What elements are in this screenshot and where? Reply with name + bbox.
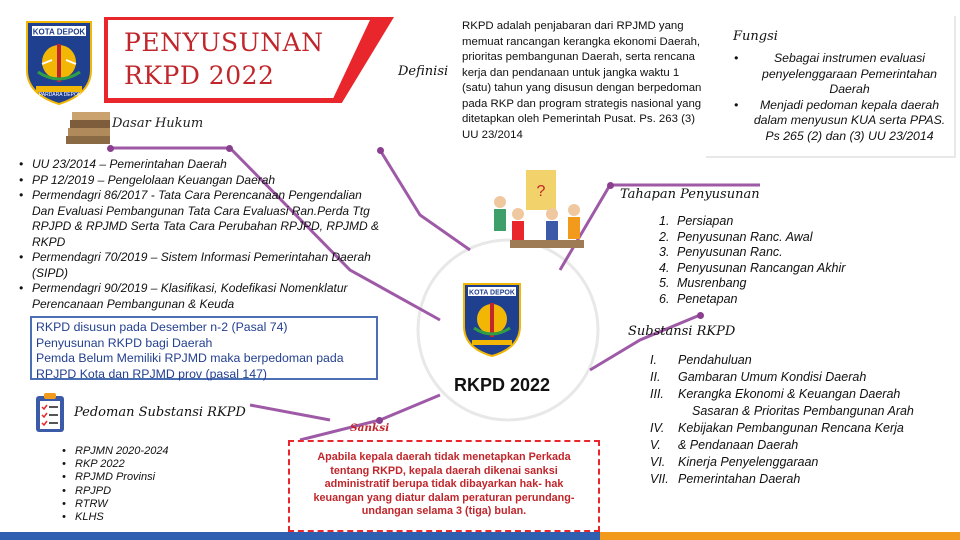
meeting-illustration bbox=[490, 162, 600, 254]
logo-bottom-text: PARDARA DEPOK bbox=[38, 92, 82, 98]
list-item: • RTRW bbox=[75, 498, 169, 511]
page-title: PENYUSUNAN RKPD 2022 bbox=[124, 28, 324, 90]
list-item: • Permendagri 90/2019 – Klasifikasi, Kodefikasi Nomenklatur Perencanaan Pembangunan & Keuda bbox=[32, 281, 382, 312]
list-item: VI. Kinerja Penyelenggaraan bbox=[650, 455, 819, 469]
svg-text:KOTA DEPOK: KOTA DEPOK bbox=[32, 27, 86, 37]
list-item: • PP 12/2019 – Pengelolaan Keuangan Daerah bbox=[32, 173, 382, 189]
line-node bbox=[226, 145, 233, 152]
definisi-label: Definisi bbox=[398, 64, 449, 79]
fungsi-list bbox=[747, 51, 952, 144]
list-item: I. Pendahuluan bbox=[650, 353, 752, 367]
list-item: • UU 23/2014 – Pemerintahan Daerah bbox=[32, 157, 382, 173]
list-item: • Permendagri 86/2017 - Tata Cara Perencanaan Pengendalian Dan Evaluasi Pembangunan Tata Cara Evaluasi Ran.Perda Ttg RPJPD & RPJMD Serta Tata Cara Perubahan RPJPD, RPJMD & RKPD bbox=[32, 188, 382, 250]
line-to-pedoman bbox=[250, 405, 330, 420]
tahapan-list bbox=[659, 214, 857, 307]
note-line: Penyusunan RKPD bagi Daerah bbox=[36, 335, 213, 350]
list-item: • Permendagri 70/2019 – Sistem Informasi Pemerintahan Daerah (SIPD) bbox=[32, 250, 382, 281]
list-item: • KLHS bbox=[75, 511, 169, 524]
svg-text:?: ? bbox=[536, 183, 546, 200]
line-node bbox=[697, 312, 704, 319]
list-item: 5. Musrenbang bbox=[659, 276, 747, 290]
note-line: RKPD disusun pada Desember n-2 (Pasal 74) bbox=[36, 320, 288, 334]
note-box bbox=[30, 316, 378, 380]
list-item: • RPJMD Provinsi bbox=[75, 471, 169, 484]
sanksi-text: Apabila kepala daerah tidak menetapkan Perkada tentang RKPD, kepala daerah dikenai sanksi administratif berupa tidak dibayarkan hak- hak keuangan yang diatur dalam peraturan perundang-undangan selama 3 (tiga) bulan. bbox=[313, 451, 575, 517]
list-item: 2. Penyusunan Ranc. Awal bbox=[659, 229, 813, 244]
list-item: 6. Penetapan bbox=[659, 291, 738, 306]
sanksi-heading: Sanksi bbox=[350, 422, 390, 434]
list-item: • RKP 2022 bbox=[75, 458, 169, 471]
definisi-text: RKPD adalah penjabaran dari RPJMD yang memuat rancangan kerangka ekonomi Daerah, prioritas pembangunan Daerah, serta rencana kerja dan pendanaan untuk jangka waktu 1 (satu) tahun yang disusun dengan berpedoman pada RKP dan program strategis nasional yang ditetapkan oleh Pemerintah Pusat. Ps. 263 (3) UU 23/2014 bbox=[462, 20, 702, 141]
dasar-hukum-heading: Dasar Hukum bbox=[112, 116, 204, 131]
center-label: RKPD 2022 bbox=[454, 375, 551, 395]
footer-bar-blue bbox=[0, 532, 600, 540]
list-item: • RPJMN 2020-2024 bbox=[75, 445, 169, 458]
line-node bbox=[107, 145, 114, 152]
list-item: VII. Pemerintahan Daerah bbox=[650, 472, 801, 486]
list-item: • RPJPD bbox=[75, 485, 169, 498]
line-to-definisi bbox=[380, 150, 470, 250]
books-icon bbox=[64, 108, 116, 146]
list-item: IV. Kebijakan Pembangunan Rencana Kerja bbox=[650, 421, 904, 435]
list-item: 4. Penyusunan Rancangan Akhir bbox=[659, 260, 846, 275]
list-item: 1. Persiapan bbox=[659, 214, 734, 228]
pedoman-list bbox=[75, 445, 169, 524]
list-item: 3. Penyusunan Ranc. bbox=[659, 245, 783, 259]
svg-text:KOTA DEPOK: KOTA DEPOK bbox=[469, 289, 515, 297]
list-item: V. & Pendanaan Daerah bbox=[650, 438, 799, 452]
substansi-list bbox=[650, 352, 958, 488]
sanksi-box bbox=[288, 440, 600, 532]
footer-bar-orange bbox=[600, 532, 960, 540]
pedoman-heading: Pedoman Substansi RKPD bbox=[74, 405, 246, 420]
list-item: III. Kerangka Ekonomi & Keuangan Daerah bbox=[650, 387, 901, 401]
center-logo bbox=[462, 282, 522, 358]
substansi-heading: Substansi RKPD bbox=[628, 324, 736, 339]
list-item: • Menjadi pedoman kepala daerah dalam menyusun KUA serta PPAS. Ps 265 (2) dan (3) UU 23/2014 bbox=[747, 98, 952, 145]
line-node bbox=[377, 147, 384, 154]
note-line: Pemda Belum Memiliki RPJMD maka berpedoman pada RPJPD Kota dan RPJMD prov (pasal 147) bbox=[36, 351, 344, 381]
list-item: II. Gambaran Umum Kondisi Daerah bbox=[650, 370, 867, 384]
tahapan-heading: Tahapan Penyusunan bbox=[620, 187, 760, 202]
line-node bbox=[607, 182, 614, 189]
list-item: Sasaran & Prioritas Pembangunan Arah bbox=[692, 404, 914, 418]
list-item: • Sebagai instrumen evaluasi penyelenggaraan Pemerintahan Daerah bbox=[747, 51, 952, 98]
fungsi-heading: Fungsi bbox=[733, 29, 778, 44]
checklist-icon bbox=[30, 392, 70, 434]
dasar-hukum-list bbox=[32, 157, 382, 312]
